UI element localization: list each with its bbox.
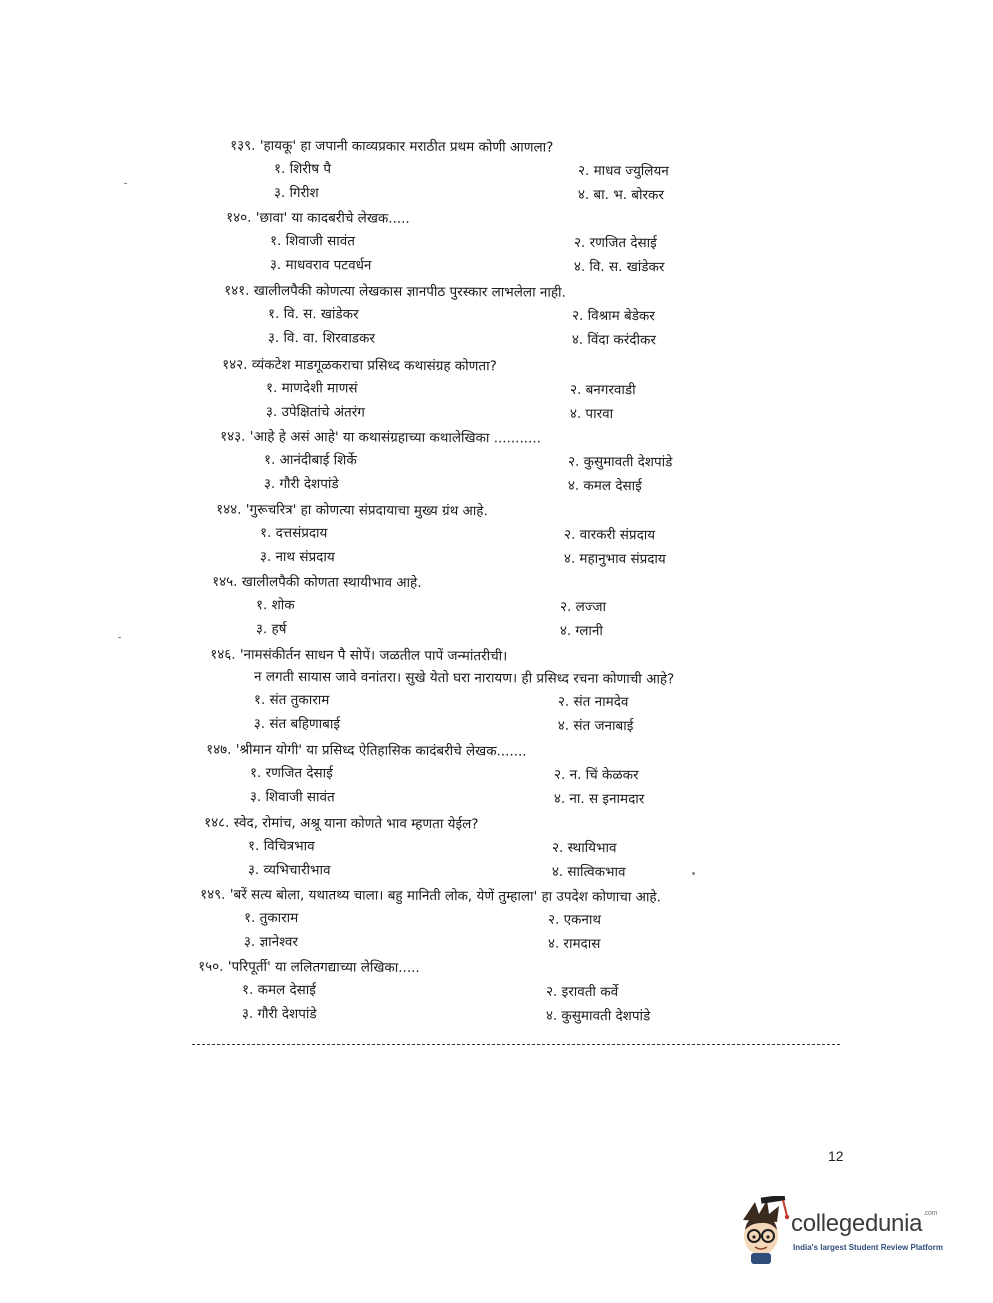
option-1: १. कमल देसाई [241, 981, 316, 999]
option-4: ४. सात्विकभाव [551, 863, 626, 881]
question-text: १३९. 'हायकू' हा जपानी काव्यप्रकार मराठीत प्रथम कोणी आणला? [230, 137, 554, 156]
mascot-icon [733, 1196, 793, 1266]
option-2: २. कुसुमावती देशपांडे [567, 453, 673, 471]
option-3: ३. गौरी देशपांडे [241, 1005, 317, 1023]
option-1: १. संत तुकाराम [253, 691, 330, 709]
option-3: ३. गिरीश [273, 184, 319, 202]
question-148 [204, 812, 626, 885]
collegedunia-logo[interactable] [733, 1196, 963, 1266]
option-4: ४. ग्लानी [559, 622, 603, 640]
option-2: २. एकनाथ [547, 911, 602, 929]
question-text: १४०. 'छावा' या कादबरीचे लेखक..... [226, 209, 410, 227]
option-2: २. न. चिं केळकर [553, 766, 639, 784]
option-2: २. माधव ज्युलियन [577, 162, 669, 180]
question-text-continued: न लगती सायास जावे वनांतरा। सुखे येतो घरा नारायण। ही प्रसिध्द रचना कोणाची आहे? [254, 668, 675, 688]
option-4: ४. विंदा करंदीकर [571, 331, 656, 349]
option-3: ३. हर्ष [255, 621, 287, 638]
option-2: २. लज्जा [559, 598, 607, 616]
dashed-separator [192, 1044, 840, 1045]
question-142 [222, 354, 636, 427]
option-3: ३. नाथ संप्रदाय [259, 548, 335, 566]
option-4: ४. बा. भ. बोरकर [577, 186, 664, 204]
question-146 [210, 644, 675, 739]
option-1: १. वि. स. खांडेकर [267, 305, 359, 323]
option-3: ३. माधवराव पटवर्धन [269, 256, 372, 274]
option-1: १. माणदेशी माणसं [265, 380, 358, 397]
scan-speck [118, 637, 121, 638]
question-149 [200, 884, 661, 957]
option-2: २. वारकरी संप्रदाय [563, 526, 656, 544]
page-number: 12 [828, 1148, 844, 1164]
question-text: १४७. 'श्रीमान योगी' या प्रसिध्द ऐतिहासिक कादंबरीचे लेखक....... [206, 741, 527, 760]
brand-tagline: India's largest Student Review Platform [793, 1243, 943, 1252]
question-144 [216, 499, 666, 572]
option-3: ३. शिवाजी सावंत [249, 788, 335, 806]
option-1: १. शिवाजी सावंत [269, 232, 355, 250]
option-1: १. शोक [255, 597, 295, 614]
option-2: २. विश्राम बेडेकर [571, 307, 655, 325]
option-4: ४. रामदास [547, 935, 601, 953]
option-4: ४. पारवा [569, 405, 614, 423]
option-1: १. विचित्रभाव [247, 837, 315, 855]
option-4: ४. वि. स. खांडेकर [573, 258, 665, 276]
question-text: १४४. 'गुरूचरित्र' हा कोणत्या संप्रदायाचा मुख्य ग्रंथ आहे. [216, 501, 488, 520]
scan-speck [124, 183, 127, 184]
option-3: ३. वि. वा. शिरवाडकर [267, 329, 376, 347]
option-4: ४. महानुभाव संप्रदाय [563, 550, 666, 568]
option-2: २. रणजित देसाई [573, 234, 657, 252]
option-4: ४. कुसुमावती देशपांडे [545, 1007, 651, 1025]
question-text: १४८. स्वेद, रोमांच, अश्रू याना कोणते भाव म्हणता येईल? [204, 814, 479, 833]
option-1: १. आनंदीबाई शिर्के [263, 451, 357, 469]
option-3: ३. संत बहिणाबाई [253, 715, 341, 733]
question-147 [206, 739, 645, 812]
question-text: १४९. 'बरें सत्य बोला, यथातथ्य चाला। बहु मानिती लोक, येणें तुम्हाला' हा उपदेश कोणाचा आहे. [200, 886, 661, 906]
option-4: ४. संत जनाबाई [557, 717, 634, 735]
question-text: १५०. 'परिपूर्ती' या ललितगद्याच्या लेखिका..... [198, 958, 420, 976]
option-1: १. तुकाराम [243, 909, 299, 927]
question-150 [198, 956, 651, 1029]
option-3: ३. ज्ञानेश्वर [243, 933, 298, 951]
option-2: २. इरावती कर्वे [545, 983, 619, 1001]
option-2: २. बनगरवाडी [569, 381, 636, 399]
option-3: ३. गौरी देशपांडे [263, 475, 339, 493]
option-1: १. रणजित देसाई [249, 764, 333, 782]
question-text: १४२. व्यंकटेश माडगूळकराचा प्रसिध्द कथासंग्रह कोणता? [222, 356, 497, 375]
question-140 [226, 207, 665, 280]
option-3: ३. उपेक्षितांचे अंतरंग [265, 404, 365, 421]
option-4: ४. ना. स इनामदार [553, 790, 645, 808]
question-145 [212, 571, 606, 643]
option-1: १. दत्तसंप्रदाय [259, 524, 328, 542]
question-text: १४६. 'नामसंकीर्तन साधन पै सोपें। जळतील पापें जन्मांतरीची। [210, 646, 508, 665]
option-4: ४. कमल देसाई [567, 477, 642, 495]
question-text: १४१. खालीलपैकी कोणत्या लेखकास ज्ञानपीठ पुरस्कार लाभलेला नाही. [224, 282, 566, 301]
option-3: ३. व्यभिचारीभाव [247, 861, 331, 879]
option-1: १. शिरीष पै [273, 160, 332, 178]
option-2: २. संत नामदेव [557, 693, 629, 711]
question-text: १४५. खालीलपैकी कोणता स्थायीभाव आहे. [212, 573, 422, 592]
scan-speck [692, 872, 695, 875]
brand-name: collegedunia$^{.com}$ [791, 1210, 938, 1237]
question-139 [230, 135, 669, 208]
question-143 [220, 426, 673, 499]
option-2: २. स्थायिभाव [551, 839, 617, 857]
question-text: १४३. 'आहे हे असं आहे' या कथासंग्रहाच्या कथालेखिका ........... [220, 428, 541, 447]
question-141 [224, 280, 656, 353]
